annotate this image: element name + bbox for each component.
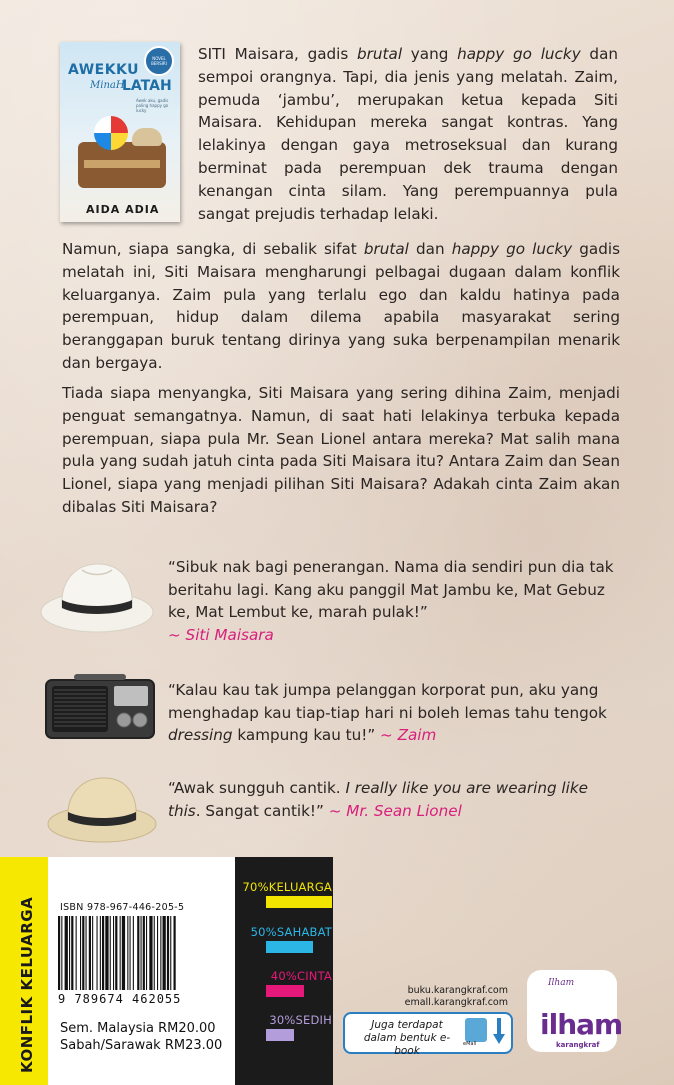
barcode-stripe: [102, 916, 104, 990]
barcode-stripe: [160, 916, 161, 990]
text-run: “Awak sungguh cantik.: [168, 779, 346, 797]
barcode-stripe: [141, 916, 142, 990]
hat-illustration: [132, 128, 162, 146]
stat-percent: 50%: [250, 925, 277, 939]
straw-fedora-hat-illustration: [46, 770, 158, 846]
barcode-stripe: [61, 916, 62, 990]
text-run: dan sempoi orangnya. Tapi, dia jenis yang melatah. Zaim, pemuda ‘jambu’, merupakan ketua kepada Siti Maisara. Kehidupan mereka sangat kontras. Yang lelakinya dengan gaya metroseksual dan kurang berminat pada perempuan dek trauma dengan kenangan cinta silam. Yang perempuannya pula sangat prejudis terhadap lelaki.: [198, 45, 618, 223]
download-arrow-icon: [493, 1018, 505, 1046]
series-badge: NOVEL BERSIRI: [144, 46, 174, 76]
italic-phrase: brutal: [363, 240, 409, 258]
italic-phrase: dressing: [168, 726, 233, 744]
cover-title-line2: MinaH: [90, 80, 125, 91]
stat-bar-sahabat: [266, 941, 313, 953]
text-run: Namun, siapa sangka, di sebalik sifat: [62, 240, 364, 258]
italic-phrase: I really like you are wearing like this: [168, 779, 588, 820]
stat-bar-sedih: [266, 1029, 294, 1041]
barcode-stripe: [163, 916, 166, 990]
publisher-logo-sub: karangkraf: [556, 1041, 600, 1049]
stat-label-sahabat: [251, 925, 332, 939]
stat-bar-cinta: [266, 985, 304, 997]
stat-name: CINTA: [296, 969, 332, 983]
barcode-digits: 9 789674 462055: [58, 992, 182, 1006]
text-run: . Sangat cantik!”: [195, 801, 329, 820]
barcode-stripe: [76, 916, 77, 990]
mini-book-cover: [60, 42, 180, 222]
quote-zaim: [168, 679, 618, 747]
quote-sean-lionel: [168, 777, 618, 822]
publisher-logo-mark: Ilham: [548, 978, 575, 988]
emall-icon-label: eMall: [463, 1041, 477, 1047]
barcode-stripe: [92, 916, 93, 990]
stat-name: SEDIH: [295, 1013, 332, 1027]
isbn-text: ISBN 978-967-446-205-5: [60, 902, 185, 913]
italic-phrase: happy go lucky: [451, 240, 573, 258]
barcode-stripe: [113, 916, 114, 990]
genre-label: KONFLIK KELUARGA: [18, 896, 36, 1073]
barcode-stripe: [89, 916, 91, 990]
barcode-stripe: [110, 916, 111, 990]
italic-phrase: brutal: [357, 45, 403, 63]
stat-bar-keluarga: [266, 896, 332, 908]
barcode-stripe: [97, 916, 98, 990]
quote-siti-maisara: [168, 556, 618, 646]
barcode-stripe: [154, 916, 155, 990]
stat-name: SAHABAT: [276, 925, 332, 939]
barcode-stripe: [170, 916, 171, 990]
ebook-text: Juga terdapat dalam bentuk e-book: [363, 1019, 451, 1057]
barcode-stripe: [65, 916, 68, 990]
publisher-logo-ilham: ilham: [540, 1008, 623, 1041]
synopsis-paragraph-1: [198, 43, 618, 225]
price-malaysia: Sem. Malaysia RM20.00: [60, 1021, 216, 1036]
beach-ball-illustration: [94, 116, 128, 150]
barcode-stripe: [86, 916, 87, 990]
white-fedora-hat-illustration: [38, 556, 156, 636]
stat-label-cinta: [271, 969, 332, 983]
emall-icon: [465, 1018, 487, 1042]
barcode-stripe: [100, 916, 101, 990]
barcode-stripe: [115, 916, 117, 990]
barcode-stripe: [174, 916, 176, 990]
quote-attribution: ~ Mr. Sean Lionel: [328, 801, 462, 820]
barcode-stripe: [133, 916, 134, 990]
stat-percent: 30%: [269, 1013, 296, 1027]
stat-label-sedih: [269, 1013, 332, 1027]
text-run: “Sibuk nak bagi penerangan. Nama dia sendiri pun dia tak beritahu lagi. Kang aku panggil Mat Jambu ke, Mat Gebuz ke, Mat Lembut ke, marah pulak!”: [168, 558, 614, 621]
barcode-image: [58, 916, 224, 990]
synopsis-paragraph-3: [62, 382, 620, 519]
barcode-stripe: [120, 916, 121, 990]
barcode-stripe: [167, 916, 169, 990]
barcode-stripe: [143, 916, 145, 990]
genre-spine-band: [0, 857, 48, 1085]
stat-label-keluarga: [243, 880, 332, 894]
barcode-stripe: [146, 916, 147, 990]
quote-attribution: ~ Zaim: [380, 726, 437, 744]
barcode-stripe: [80, 916, 81, 990]
text-run: yang: [402, 45, 458, 63]
barcode-stripe: [105, 916, 108, 990]
stat-name: KELUARGA: [268, 880, 332, 894]
stat-percent: 70%: [242, 880, 269, 894]
barcode-stripe: [149, 916, 152, 990]
cover-title-line3: LATAH: [122, 78, 172, 94]
quote-attribution: ~ Siti Maisara: [168, 625, 274, 644]
stat-percent: 40%: [270, 969, 297, 983]
barcode-stripe: [130, 916, 131, 990]
barcode-stripe: [58, 916, 60, 990]
barcode-stripe: [69, 916, 70, 990]
barcode-stripe: [122, 916, 125, 990]
italic-phrase: happy go lucky: [457, 45, 581, 63]
ebook-notice: [343, 1012, 513, 1057]
barcode-stripe: [82, 916, 84, 990]
cover-title-line1: AWEKKU: [68, 62, 140, 78]
barcode-stripe: [157, 916, 158, 990]
text-run: kampung kau tu!”: [232, 726, 381, 744]
url-emall[interactable]: emall.karangkraf.com: [404, 997, 508, 1008]
price-sabah-sarawak: Sabah/Sarawak RM23.00: [60, 1038, 223, 1053]
cover-author: AIDA ADIA: [86, 203, 160, 216]
text-run: Tiada siapa menyangka, Siti Maisara yang sering dihina Zaim, menjadi penguat semangatnya. Namun, di saat hati lelakinya terbuka kepada perempuan, siapa pula Mr. Sean Lionel antara mereka? Mat salih mana pula yang sudah jatuh cinta pada Siti Maisara itu? Antara Zaim dan Sean Lionel, siapa yang menjadi pilihan Siti Maisara? Adakah cinta Zaim akan dibalas Siti Maisara?: [62, 384, 620, 516]
text-run: SITI Maisara, gadis: [198, 45, 358, 63]
barcode-stripe: [71, 916, 73, 990]
text-run: gadis melatah ini, Siti Maisara mengharungi pelbagai dugaan dalam konflik keluarganya. Zaim pula yang terlalu ego dan kaldu hatinya pada perempuan, hidup dalam dilema apabila masyarakat sering beranggapan buruk tentang dirinya yang suka berpenampilan menarik dan bergaya.: [62, 240, 620, 372]
suitcase-illustration: [78, 142, 166, 188]
text-run: “Kalau kau tak jumpa pelanggan korporat pun, aku yang menghadap kau tiap-tiap hari ni boleh lemas tahu tengok: [168, 681, 607, 722]
url-buku[interactable]: buku.karangkraf.com: [407, 985, 508, 996]
text-run: dan: [408, 240, 452, 258]
barcode-stripe: [137, 916, 139, 990]
vintage-radio-illustration: [44, 674, 156, 740]
cover-subtitle: Awek aku, gadis paling happy go lucky: [136, 98, 169, 113]
barcode-stripe: [127, 916, 128, 990]
synopsis-paragraph-2: [62, 238, 620, 375]
